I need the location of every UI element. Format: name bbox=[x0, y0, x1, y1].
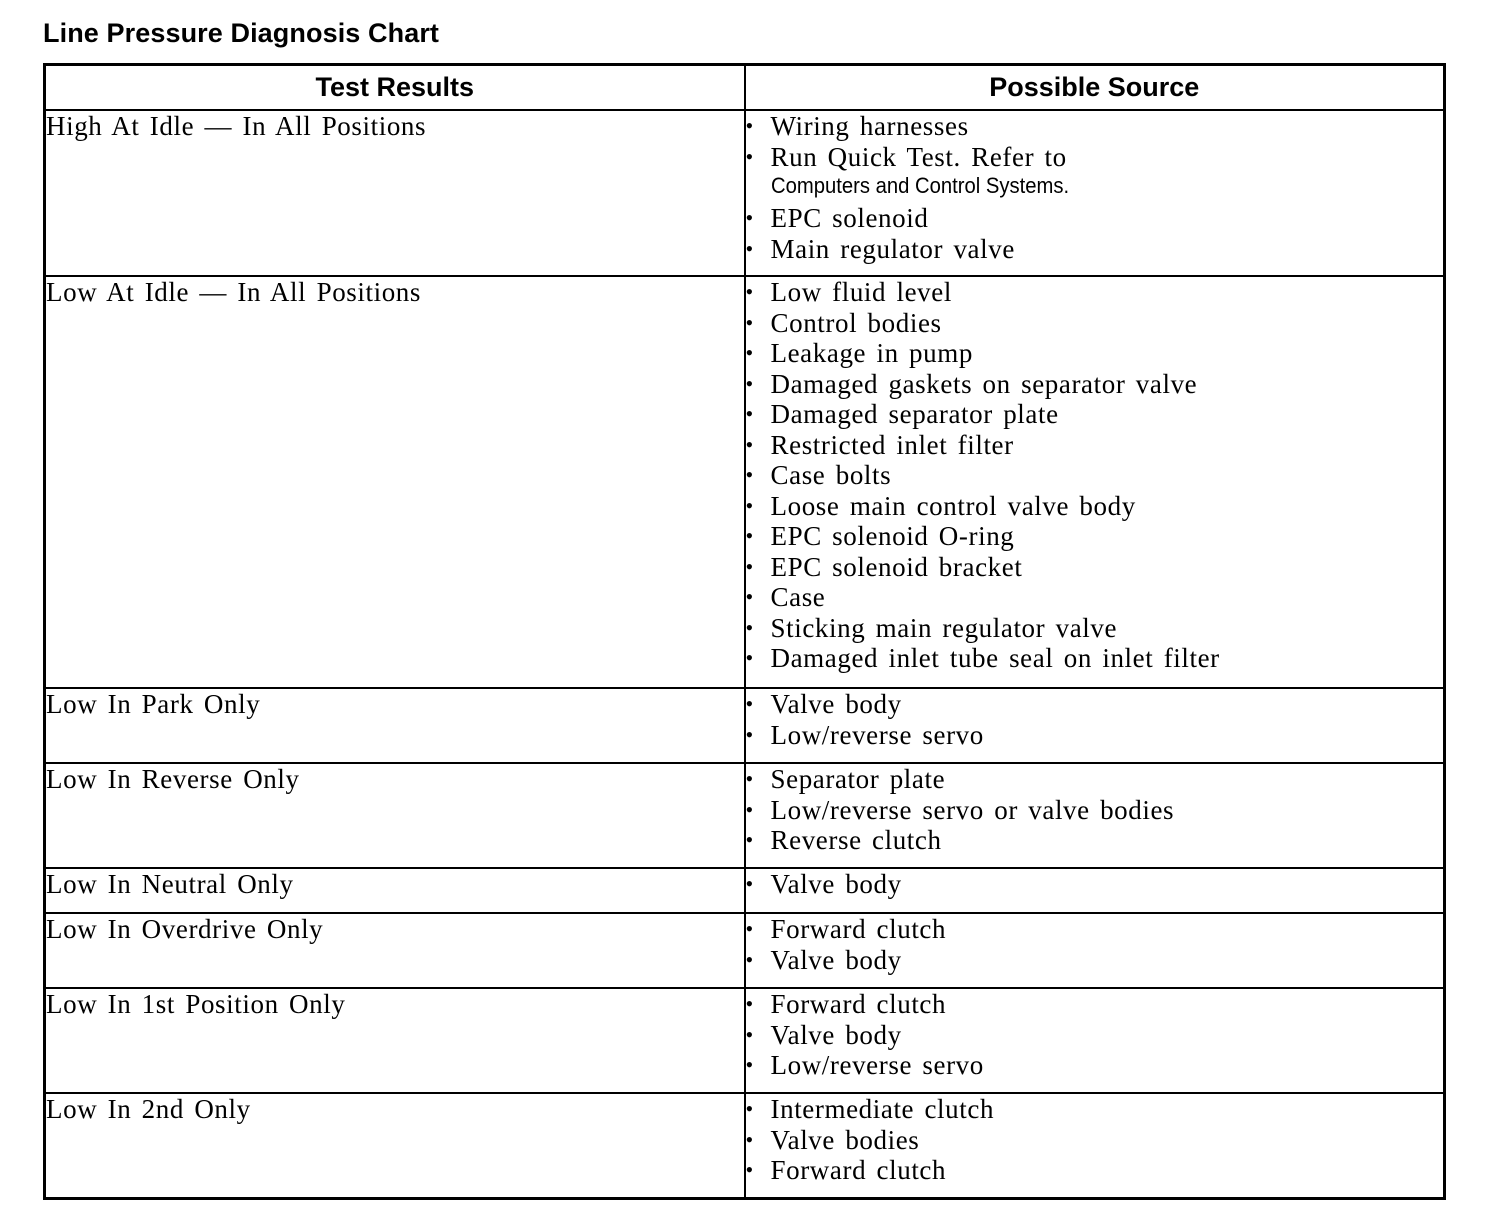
source-item: • Damaged gaskets on separator valve bbox=[745, 368, 1198, 399]
bullet-icon: • bbox=[745, 645, 754, 670]
bullet-icon: • bbox=[745, 340, 754, 365]
source-item: • Loose main control valve body bbox=[745, 490, 1136, 521]
bullet-icon: • bbox=[745, 462, 754, 487]
bullet-icon: • bbox=[745, 401, 754, 426]
source-list bbox=[746, 111, 1444, 264]
table-row bbox=[45, 763, 1445, 868]
source-item: • Sticking main regulator valve bbox=[745, 612, 1118, 643]
diagnosis-table bbox=[43, 63, 1446, 1200]
possible-source-cell bbox=[745, 868, 1445, 913]
table-row bbox=[45, 1093, 1445, 1198]
bullet-icon: • bbox=[745, 1052, 754, 1077]
source-item: • Valve body bbox=[745, 689, 902, 719]
source-item: • Low fluid level bbox=[745, 277, 952, 307]
bullet-icon: • bbox=[745, 871, 754, 896]
bullet-icon: • bbox=[745, 309, 754, 335]
source-item: • Low/reverse servo bbox=[745, 1050, 984, 1080]
source-list bbox=[746, 869, 1444, 900]
bullet-icon: • bbox=[745, 614, 754, 640]
source-item: • Valve body bbox=[745, 944, 902, 975]
source-list bbox=[746, 914, 1444, 975]
bullet-icon: • bbox=[745, 279, 754, 304]
test-result-cell: Low In Overdrive Only bbox=[45, 913, 745, 988]
source-item: • Damaged inlet tube seal on inlet filter bbox=[745, 643, 1220, 673]
source-item: • Separator plate bbox=[745, 764, 946, 794]
header-possible-source: Possible Source bbox=[745, 65, 1445, 111]
possible-source-cell bbox=[745, 763, 1445, 868]
source-item: • Reverse clutch bbox=[745, 825, 942, 855]
test-result-cell: Low In Park Only bbox=[45, 688, 745, 763]
possible-source-cell bbox=[745, 988, 1445, 1093]
source-item: • Case bolts bbox=[745, 460, 892, 490]
source-item: • Valve body bbox=[745, 1019, 902, 1050]
source-item: • Restricted inlet filter bbox=[745, 429, 1014, 460]
possible-source-cell bbox=[745, 913, 1445, 988]
test-result-cell: Low In Reverse Only bbox=[45, 763, 745, 868]
manual-reference: Computers and Control Systems. bbox=[770, 173, 1069, 198]
source-item: • Control bodies bbox=[745, 307, 942, 338]
source-list bbox=[746, 989, 1444, 1081]
source-item: • Run Quick Test. Refer to Computers and Control Systems. bbox=[746, 142, 1444, 201]
source-item: • Case bbox=[745, 582, 826, 612]
source-item: • Forward clutch bbox=[745, 989, 947, 1019]
bullet-icon: • bbox=[745, 431, 754, 457]
source-item: • Damaged separator plate bbox=[745, 399, 1059, 429]
source-item: • Forward clutch bbox=[745, 914, 947, 944]
table-row bbox=[45, 110, 1445, 276]
bullet-icon: • bbox=[745, 553, 754, 579]
test-result-cell: Low In 2nd Only bbox=[45, 1093, 745, 1198]
bullet-icon: • bbox=[745, 492, 754, 518]
bullet-icon: • bbox=[745, 205, 754, 230]
bullet-icon: • bbox=[745, 1126, 754, 1152]
source-item: • Valve bodies bbox=[745, 1124, 920, 1155]
chart-title: Line Pressure Diagnosis Chart bbox=[43, 18, 440, 48]
source-list bbox=[746, 689, 1444, 750]
bullet-icon: • bbox=[745, 1096, 754, 1121]
bullet-icon: • bbox=[745, 113, 754, 138]
bullet-icon: • bbox=[745, 1021, 754, 1047]
possible-source-cell bbox=[745, 1093, 1445, 1198]
possible-source-cell bbox=[745, 110, 1445, 276]
bullet-icon: • bbox=[745, 235, 754, 261]
source-item: • Main regulator valve bbox=[745, 233, 1015, 264]
bullet-icon: • bbox=[745, 691, 754, 716]
possible-source-cell bbox=[745, 688, 1445, 763]
header-test-results: Test Results bbox=[45, 65, 745, 111]
bullet-icon: • bbox=[745, 991, 754, 1016]
table-row bbox=[45, 913, 1445, 988]
bullet-icon: • bbox=[745, 827, 754, 852]
bullet-icon: • bbox=[745, 766, 754, 791]
possible-source-cell bbox=[745, 276, 1445, 688]
test-result-cell: Low In 1st Position Only bbox=[45, 988, 745, 1093]
bullet-icon: • bbox=[745, 946, 754, 972]
source-item: • Low/reverse servo bbox=[745, 719, 984, 750]
source-item: • Forward clutch bbox=[745, 1155, 947, 1185]
source-item: • Low/reverse servo or valve bodies bbox=[745, 794, 1175, 825]
table-row bbox=[45, 868, 1445, 913]
source-item: • Valve body bbox=[745, 869, 902, 899]
bullet-icon: • bbox=[745, 370, 754, 396]
source-item: • Intermediate clutch bbox=[745, 1094, 995, 1124]
table-row bbox=[45, 688, 1445, 763]
test-result-cell: Low In Neutral Only bbox=[45, 868, 745, 913]
bullet-icon: • bbox=[745, 916, 754, 941]
bullet-icon: • bbox=[745, 721, 754, 747]
table-row bbox=[45, 988, 1445, 1093]
header-row bbox=[45, 65, 1445, 111]
bullet-icon: • bbox=[745, 796, 754, 822]
test-result-cell: High At Idle — In All Positions bbox=[45, 110, 745, 276]
source-list bbox=[746, 1094, 1444, 1186]
source-item: • EPC solenoid O-ring bbox=[745, 521, 1015, 551]
source-list bbox=[746, 764, 1444, 856]
source-item: • EPC solenoid bracket bbox=[745, 551, 1023, 582]
bullet-icon: • bbox=[745, 143, 754, 169]
test-result-cell: Low At Idle — In All Positions bbox=[45, 276, 745, 688]
table-row bbox=[45, 276, 1445, 688]
bullet-icon: • bbox=[745, 1157, 754, 1182]
source-item: • Leakage in pump bbox=[745, 338, 973, 368]
bullet-icon: • bbox=[745, 523, 754, 548]
source-list bbox=[746, 277, 1444, 674]
source-item: • Wiring harnesses bbox=[745, 111, 969, 141]
bullet-icon: • bbox=[745, 584, 754, 609]
source-item: • EPC solenoid bbox=[745, 203, 929, 233]
